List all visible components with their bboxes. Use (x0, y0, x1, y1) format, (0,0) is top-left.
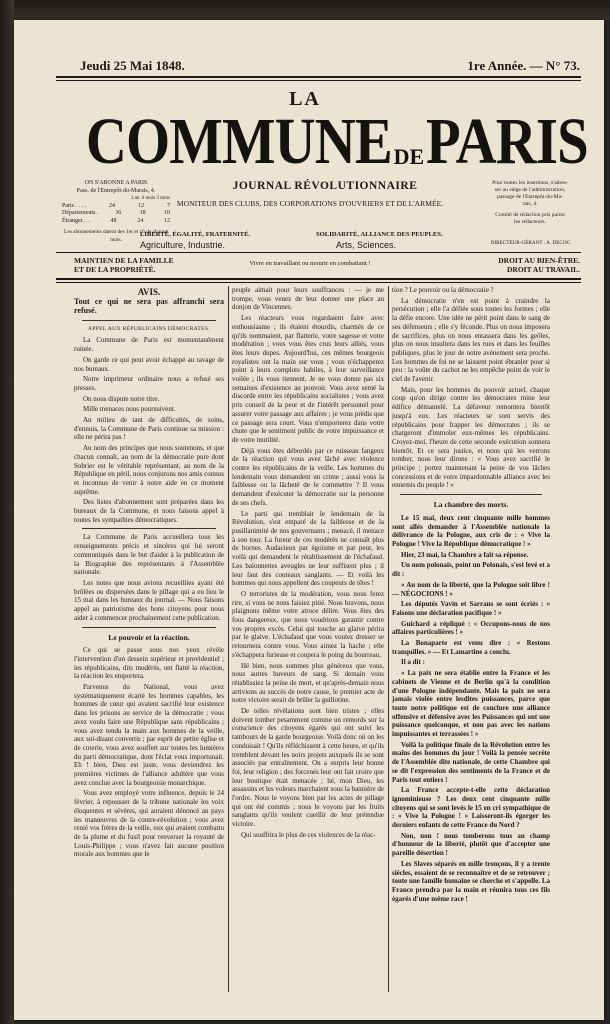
issue-number: 1re Année. — N° 73. (467, 58, 580, 73)
paragraph: On nous dispute notre titre. (83, 394, 160, 403)
divider (82, 320, 216, 321)
paragraph: Parvenus du National, vous avez systématiquement écarté les hommes capables, les hommes de cœur qui avaient sacrifié leur existence dans les prisons au service de la démocratie ; vous avez voulu faire une République sans républicains ; vous avez tendu la main aux hommes de la veille, aux soi-disant convertis ; par esprit de petite église et de coterie, vous avez souffert sur toutes les lumières du parti démocratique, dont l'éclat vous importunait. Eh ! bien, Dieu est juste, vous deviendrez les premières victimes de l'alliance adultère que vous avez conclue avec la bourgeoisie monarchique. (74, 683, 224, 787)
advert-line: rais, 4. (522, 201, 538, 207)
price-year: 24 (109, 202, 115, 209)
paragraph: Non, non ! nous tomberons tous au champ d'honneur de la liberté, plutôt que d'accepter une pareille désertion ! (392, 831, 550, 858)
avis-heading: AVIS. (137, 287, 161, 297)
title-la: LA (289, 88, 321, 110)
price-year: 36 (115, 210, 122, 216)
paragraph: Les réacteurs vous regardaient faire avec enthousiasme ; ils étaient étourdis, charmés de ce qu'ils nommaient, par flatterie, votre sagesse et votre modération ; vous vous êtes crus leurs alliés, vous êtes leurs dupes. Aujourd'hui, ces mêmes bourgeois royalistes ont la main sur vous ; vous n'échapperez point à leurs complots habiles, à leur surveillance voilée ; ils vous tiennent. Je ne vous donne pas six semaines d'existence au pouvoir. Vous avez semé la discorde entre les républicains socialistes ; vous avez pris conseil de la peur et de l'intérêt personnel pour assurer votre passage aux affaires ; je vous prédis que ce passage sera court. Vous n'emporterez dans votre chute que le sentiment public de votre impuissance et de votre inutilité. (232, 314, 384, 444)
column-3 (392, 286, 550, 992)
paragraph: Les notes que nous avions recueillies ayant été brûlées ou dispersées dans le pillage qui a eu lieu le 15 mai dans les bureaux du journal. — Nous faisons appel au patriotisme des bons citoyens pour nous aider à commencer prochainement cette publication. (74, 578, 224, 622)
price-three-months: 12 (163, 217, 170, 224)
paragraph: Les députés Vavin et Sarrans se sont écriés : « Faisons une déclaration pacifique ! » (392, 600, 550, 617)
paragraph: Des listes d'abonnement sont préparées dans les bureaux de la Commune, et nous faisons appel à toutes les sympathies démocratiques. (74, 498, 224, 524)
title-paris: PARIS (426, 105, 588, 178)
paragraph: Mais, pour les hommes du pouvoir actuel, chaque coup qu'on dirige contre les démocrates mine leur édifice démantelé. La défaveur remontera bientôt jusqu'à eux. Les réacteurs se sont servis des républicains pour frapper les démocrates ; ils se chargeront d'immoler eux-mêmes les républicains. Croyez-moi, l'heure de cette seconde exécution sonnera bientôt. Et ce sera justice, et nous qui les verrons tomber, nous leur dirons : « Vous avez sacrifié le principe ; portez maintenant la peine de vos lâches concessions et de votre impardonnable alliance avec les ennemis du peuple ! » (392, 385, 550, 490)
price-six-months: 18 (139, 210, 146, 216)
page-top-edge (0, 0, 610, 20)
paragraph: Qui souffrira le plus de ces violences de la réac- (241, 830, 376, 839)
motto-solidarite: SOLIDARITÉ, ALLIANCE DES PEUPLES. (316, 231, 443, 238)
section-heading-chambre: La chambre des morts. (433, 500, 509, 510)
subscription-line-1: ON S'ABONNE A PARIS (84, 180, 148, 186)
price-three-months: 7 (167, 202, 170, 209)
paragraph: peuple aimait pour leurs souffrances : — je me trompe, vous venez de leur donner une place au donjon de Vincennes. (232, 286, 384, 312)
journal-subtitle: JOURNAL RÉVOLUTIONNAIRE (232, 180, 418, 192)
price-six-months: 12 (138, 202, 144, 209)
slogan-rule-top (56, 252, 581, 253)
price-row-etranger (62, 218, 170, 226)
advert-box (470, 180, 590, 226)
slogan-left: MAINTIEN DE LA FAMILLE ET DE LA PROPRIÉTÉ. (74, 256, 174, 274)
price-six-months: 24 (137, 217, 144, 224)
divider (400, 494, 542, 495)
moniteur-line: MONITEUR DES CLUBS, DES CORPORATIONS D'OUVRIERS ET DE L'ARMÉE. (176, 199, 444, 208)
slogan-right-2: DROIT AU TRAVAIL. (506, 265, 580, 274)
dateline (80, 58, 580, 74)
slogan-right (480, 256, 580, 274)
paragraph: La Bonaparte est venu dire : « Restons tranquilles. » — Et Lamartine a conclu. (392, 639, 550, 656)
column-2 (232, 286, 384, 992)
paragraph: La Commune de Paris est momentanément ruinée. (74, 336, 224, 354)
paragraph: De telles révélations sont bien tristes ; elles doivent tomber pesamment comme un remords sur la conscience des citoyens égarés qui ont suivi les tambours de la garde bourgeoise. Voilà donc où on les conduisait ! Qu'ils réfléchissent à cette heure, et qu'ils tremblent devant les noirs projets auxquels ils se sont associés par entraînement. On a surpris leur bonne foi, leur religion ; des forcenés leur ont fait croire que leur boutique était menacée ; hé, mon Dieu, les assassins et les voleurs marchaient sous la bannière de l'ordre. Nous le voyons bien par les actes de pillage qui ont été commis ; nous le voyons par les fruits sanglants qu'ils veulent cueillir de leur prétendue victoire. (232, 707, 384, 829)
paragraph: Guichard a répliqué : « Occupons-nous de nos affaires particulières ! » (392, 619, 550, 637)
advert-line: Comité de rédaction pris parmi (495, 212, 565, 218)
paragraph: Hé bien, nous sommes plus généreux que vous, nous autres buveurs de sang. Si demain vous rétablissiez la peine de mort, et qu'après-demain nous arrivions au succès de notre cause, le premier acte de notre victoire serait de brûler la guillotine. (232, 661, 384, 705)
price-row-paris (62, 203, 170, 211)
masthead (60, 104, 590, 180)
slogan-right-1: DROIT AU BIEN-ÊTRE. (498, 256, 580, 265)
price-row-departements (62, 210, 170, 218)
advert-line: passage de l'Entrepôt-du-Ma- (497, 194, 563, 200)
paragraph: Voilà la politique finale de la Révolution entre les mains des hommes du jour ! Voilà la pensée secrète de l'Assemblée dite nationale, de cette Chambre qui se dit l'expression des sentiments de la France et de Paris tout entiers ! (392, 740, 550, 784)
column-rule-1 (228, 286, 229, 992)
advert-line: Pour toutes les insertions, s'adres- (492, 180, 568, 186)
column-rule-2 (388, 286, 389, 992)
subscription-col-heads: 1 an. 6 mois 3 mois (130, 196, 170, 201)
paragraph: Vous avez employé votre influence, depuis le 24 février, à repousser de la tribune nationale les voix éloquentes et sévères, qui auraient dénoncé au pays les manœuvres de la contre-révolution ; vous avez renié vos frères de la veille, eux qui avaient combattu de la plume et du fusil pour renverser la royauté de Louis-Philippe ; vous n'avez fait aucune position morale aux hommes que le (74, 789, 224, 859)
motto-liberte: LIBERTÉ, ÉGALITÉ, FRATERNITÉ. (140, 231, 251, 238)
price-label: Étranger. . . (62, 217, 90, 224)
paragraph: Les Slaves séparés en mille tronçons, il y a trente siècles, essaient de se reconnaître et de se retrouver ; toute une famille humaine se cherche et s'appelle. La France prendra par la main et réunira tous ces fils égarés d'une même race ! (392, 859, 550, 903)
section-heading-pouvoir: Le pouvoir et la réaction. (108, 632, 190, 642)
paragraph: Le 15 mai, deux cent cinquante mille hommes sont allés demander à l'Assemblée nationale la délivrance de la Pologne, aux cris de : « Vive la Pologne ! Vive la République démocratique ! » (392, 513, 550, 548)
paragraph: Ce qui se passe sous nos yeux révèle l'intervention d'un dessein supérieur et providentiel ; les républicains, dits modérés, ont flatté la réaction, la réaction les emportera. (74, 646, 224, 681)
motto-arts: Arts, Sciences. (336, 240, 397, 250)
price-label: Départements. (62, 210, 97, 216)
paragraph: Au nom des principes que nous soutenons, et que chacun connaît, au nom de la démocratie pure dont Sobrier est le véritable représentant, au nom de la République en péril, nous conjurons nos amis connus et inconnus de venir à notre aide en ce moment suprême. (74, 444, 224, 496)
slogan-center: Vivre en travaillant ou mourir en combattant ! (249, 260, 371, 267)
title-de: DE (393, 144, 425, 169)
paragraph: « La paix ne sera établie entre la France et les cabinets de Vienne et de Berlin qu'à la condition d'une Pologne indépendante. Mais la paix ne sera jamais violée entre lesdites puissances, parce que toute notre politique est de conclure une alliance offensive et défensive avec les Puissances qui ont une puissance quelconque, et non pas avec les nations impuissantes et terrassées ! » (392, 669, 550, 739)
slogan-rule-bottom (56, 278, 581, 280)
header-rule-top-thin (56, 80, 581, 81)
paragraph: La démocratie n'en est point à craindre la persécution ; elle l'a défiée sous toutes les formes ; elle la défie encore. Une idée ne périt point dans le sang de ses défenseurs ; elle s'y féconde. Plus on nous imposera de sacrifices, plus on nous entassera dans les geôles, plus on nous insultera dans les rues et dans les feuilles publiques, plus le jour de notre avènement sera proche. Les hommes de foi ne se laissent point ébranler pour si peu : la voûte du cachot ne les empêche point de voir le ciel de l'avenir. (392, 296, 550, 384)
subscription-note: Les abonnements datent des 1er et 16 de chaque mois. (64, 229, 168, 243)
paragraph: Le parti qui tremblait le lendemain de la Révolution, s'est emparé de la faiblesse et de la pusillanimité de nos gouvernants ; menacé, il menace à son tour. La fureur de ces modérés ne connaît plus de bornes. Audacieux par égoïsme et par peur, les voilà qui demandent le rétablissement de l'échafaud. Les baïonnettes aveugles ne leur suffisent plus ; il leur faut des couteaux sanglants. — Et voilà les hommes qui nous appellent des coupeurs de têtes ! (232, 509, 384, 588)
price-three-months: 10 (164, 210, 170, 216)
slogan-rule-bottom-thin (56, 282, 581, 283)
issue-date: Jeudi 25 Mai 1848. (80, 58, 185, 73)
price-label: Paris . . . . (62, 202, 86, 209)
avis-text: Tout ce qui ne sera pas affranchi sera refusé. (74, 296, 224, 316)
paragraph: Au milieu de tant de difficultés, de soins, d'ennuis, la Commune de Paris continue sa mission : elle ne périra pas ! (74, 416, 224, 442)
paragraph: Il a dit : (401, 658, 425, 667)
paragraph: Notre imprimeur ordinaire nous a refusé ses presses. (74, 375, 224, 392)
paragraph: On garde ce qui peut avoir échappé au ravage de nos bureaux. (74, 355, 224, 373)
divider (82, 528, 216, 529)
column-1 (74, 286, 224, 992)
subscription-address: Pass. de l'Entrepôt-du-Marais, 4. (76, 187, 156, 194)
paragraph: La Commune de Paris accueillera tous les renseignements précis et sincères qui lui seront communiqués dans le but d'aider à la publication de la Biographie des représentants à l'Assemblée nationale. (74, 533, 224, 577)
paragraph: Un nom polonais, point un Polonais, s'est levé et a dit : (392, 561, 550, 579)
paragraph: « Au nom de la liberté, que la Pologne soit libre ! — NÉGOCIONS ! » (392, 580, 550, 598)
appel-heading: APPEL AUX RÉPUBLICAINS DÉMOCRATES. (88, 325, 210, 332)
title-commune: COMMUNE (85, 105, 392, 178)
director-line: DIRECTEUR-GÉRANT : A. DECOC. (490, 240, 572, 246)
divider (82, 627, 216, 628)
page-binding-edge (0, 0, 14, 1024)
paragraph: La France accepte-t-elle cette déclaration ignominieuse ? Les deux cent cinquante mille citoyens qui se sont levés le 15 en cri sympathique de : « Vive la Pologne ! » Laisseront-ils égorger les derniers enfants de cette France du Nord ? (392, 786, 550, 830)
paragraph: O terroristes de la modération, vous nous ferez rire, si vous ne nous faisiez pitié. Nous bravons, nous plaignons même votre atroce délire. Vous êtes des fous dangereux, que nous voudrions garantir contre vos propres excès. Celui qui touche au glaive périra par le glaive. L'échafaud que vous voulez dresser se retournera contre vous. Vous aimez la hache ; elle s'échappera furieuse et coupera le poing du bourreau. (232, 589, 384, 659)
paragraph: tion ? Le pouvoir ou la démocratie ? (392, 286, 494, 294)
motto-agriculture: Agriculture, Industrie. (140, 240, 226, 250)
paragraph: Hier, 23 mai, la Chambre a fait sa réponse. (401, 550, 529, 559)
paragraph: Mille menaces nous poursuivent. (83, 405, 176, 414)
header-rule-top (56, 76, 581, 78)
paragraph: Déjà vous êtes débordés par ce ruisseau fangeux de la réaction qui vous avez lâché avec violence contre les républicains de la veille. Les hommes du lendemain vous demandent un crime ; aussi vous la faiblesse ou la lâcheté de le commettre ? Il vous demandent d'exécuter la démocratie sur la personne de ses chefs. (232, 446, 384, 507)
advert-line: les rédacteurs. (514, 219, 546, 225)
advert-line: ser au siège de l'administration, (494, 187, 566, 193)
price-year: 48 (110, 217, 117, 224)
